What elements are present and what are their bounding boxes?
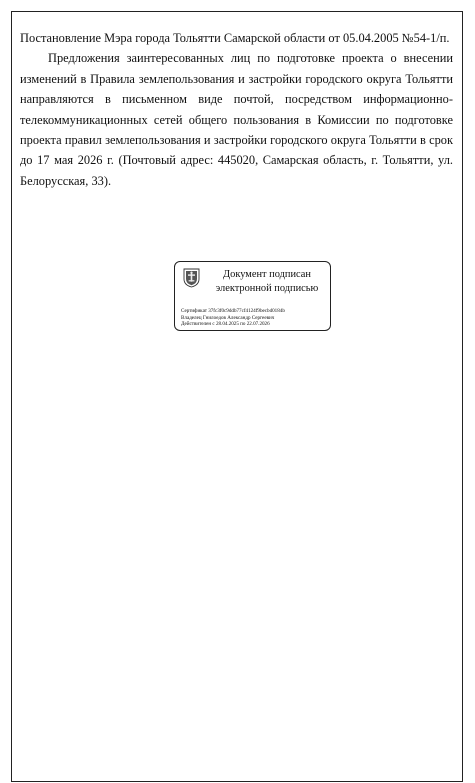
certificate-validity: Действителен с 28.04.2025 по 22.07.2026	[181, 321, 270, 328]
stamp-title	[205, 268, 329, 295]
electronic-signature-stamp	[174, 261, 331, 331]
stamp-title-line1: Документ подписан	[223, 269, 311, 280]
certificate-owner: Владелец Гнилоедов Александр Сергеевич	[181, 314, 275, 321]
certificate-number: Сертификат 37fc3f0c9ddb77cf4124f9becbd0184b	[181, 308, 285, 314]
document-page	[11, 11, 463, 782]
stamp-title-line2: электронной подписью	[215, 282, 319, 294]
certificate-details	[181, 308, 331, 328]
main-paragraph: Предложения заинтересованных лиц по подготовке проекта о внесении изменений в Правила землепользования и застройки городского округа Тольятти направляются в письменном виде почтой, посредством информационно-телекоммуникационных сетей общего пользования в Комиссии по подготовке проекта правил землепользования и застройки городского округа Тольятти в срок до 17 мая 2026 г. (Почтовый адрес: 445020, Самарская область, г. Тольятти, ул. Белорусская, 33).	[20, 51, 453, 188]
header-line: Постановление Мэра города Тольятти Самарской области от 05.04.2005 №54-1/п.	[20, 31, 450, 45]
coat-of-arms-icon	[183, 268, 200, 288]
document-body	[20, 28, 453, 191]
